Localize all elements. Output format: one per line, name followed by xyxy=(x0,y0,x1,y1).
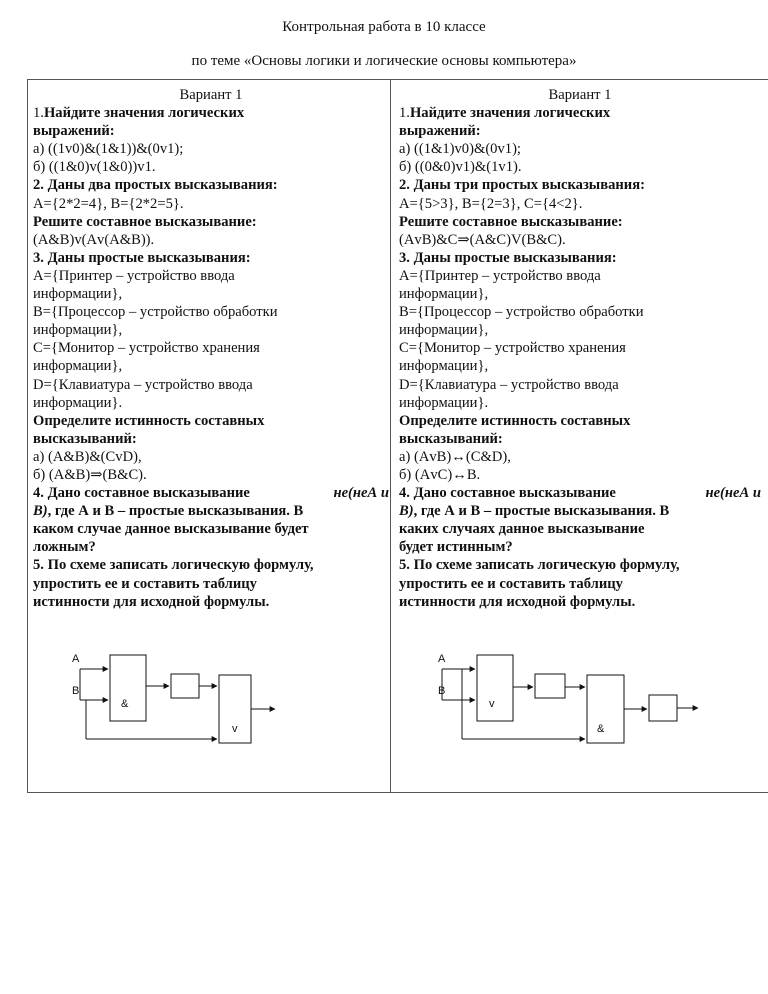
task2-instruction: Решите составное высказывание: xyxy=(33,213,257,230)
task4-formula: не(неА и xyxy=(705,485,761,502)
task1-title-cont: выражений: xyxy=(33,123,115,140)
task3-expr-b: б) (А&В)⇒(В&С). xyxy=(33,466,147,483)
document-subtitle: по теме «Основы логики и логические основы компьютера» xyxy=(191,53,577,69)
not-gate-box xyxy=(171,674,199,698)
input-label-a: A xyxy=(72,653,80,665)
task2-values: А={2*2=4}, В={2*2=5}. xyxy=(33,195,184,212)
task3-line: В={Процессор – устройство обработки xyxy=(33,304,278,321)
task1-title-text: Найдите значения логических xyxy=(43,105,245,122)
task3-instruction-cont: высказываний: xyxy=(33,430,137,447)
task4-line1 xyxy=(399,484,761,502)
task3-line: D={Клавиатура – устройство ввода xyxy=(399,376,619,393)
task3-title: 3. Даны простые высказывания: xyxy=(399,249,617,266)
task5-line3: истинности для исходной формулы. xyxy=(33,593,270,610)
task3-expr-b: б) (АvС)↔В. xyxy=(399,466,481,483)
task5-line3: истинности для исходной формулы. xyxy=(399,593,636,610)
task3-line: А={Принтер – устройство ввода xyxy=(399,267,601,284)
task4-formula: не(неА и xyxy=(333,485,389,502)
task5-line1: 5. По схеме записать логическую формулу, xyxy=(399,557,680,574)
task2-expression: (А&В)v(Аv(А&В)). xyxy=(33,231,155,248)
task1-expr-b: б) ((0&0)v1)&(1v1). xyxy=(399,159,522,176)
logic-circuit-right xyxy=(426,650,701,745)
task4-line4: ложным? xyxy=(33,539,96,556)
variant-column-left xyxy=(33,86,389,611)
task1-number: 1. xyxy=(399,105,410,122)
task1-title-cont: выражений: xyxy=(399,123,481,140)
task3-instruction: Определите истинность составных xyxy=(399,412,631,429)
task3-line: информации}, xyxy=(399,358,489,375)
gate1-symbol: v xyxy=(489,698,495,710)
task3-line: информации}, xyxy=(399,322,489,339)
task4-text: 4. Дано составное высказывание xyxy=(33,485,250,502)
task3-line: информации}, xyxy=(33,286,123,303)
input-label-a: A xyxy=(438,653,446,665)
task5-line1: 5. По схеме записать логическую формулу, xyxy=(33,557,314,574)
task3-line: А={Принтер – устройство ввода xyxy=(33,267,235,284)
task4-text: 4. Дано составное высказывание xyxy=(399,485,616,502)
document-title: Контрольная работа в 10 классе xyxy=(282,19,486,35)
task4-line2 xyxy=(399,502,761,520)
task4-line4: будет истинным? xyxy=(399,539,513,556)
task3-line: С={Монитор – устройство хранения xyxy=(399,340,626,357)
task4-text-cont: , где А и В – простые высказывания. В xyxy=(47,503,304,520)
task1-expr-b: б) ((1&0)v(1&0))v1. xyxy=(33,159,156,176)
task4-line3: каких случаях данное высказывание xyxy=(399,521,645,538)
task2-instruction: Решите составное высказывание: xyxy=(399,213,623,230)
task4-line1 xyxy=(33,484,389,502)
task3-line: информации}, xyxy=(33,322,123,339)
not-gate-box xyxy=(535,674,565,698)
task3-instruction-cont: высказываний: xyxy=(399,430,503,447)
task1-title xyxy=(33,104,389,122)
input-label-b: B xyxy=(72,685,80,697)
column-divider xyxy=(390,79,391,793)
task3-title: 3. Даны простые высказывания: xyxy=(33,249,251,266)
and-gate-box xyxy=(110,655,146,721)
task4-line3: каком случае данное высказывание будет xyxy=(33,521,309,538)
task3-expr-a: а) (АvВ)↔(С&D), xyxy=(399,448,511,465)
task3-line: информации}, xyxy=(33,358,123,375)
task3-instruction: Определите истинность составных xyxy=(33,412,265,429)
task1-expr-a: а) ((1&1)v0)&(0v1); xyxy=(399,141,521,158)
task1-number: 1. xyxy=(33,105,44,122)
input-label-b: B xyxy=(438,685,446,697)
task5-line2: упростить ее и составить таблицу xyxy=(33,575,257,592)
task3-line: D={Клавиатура – устройство ввода xyxy=(33,376,253,393)
task4-text-cont: , где А и В – простые высказывания. В xyxy=(413,503,670,520)
variant-heading: Вариант 1 xyxy=(179,87,243,103)
or-gate-box xyxy=(477,655,513,721)
task5-line2: упростить ее и составить таблицу xyxy=(399,575,623,592)
gate2-symbol: v xyxy=(232,723,238,735)
task3-line: информации}, xyxy=(399,286,489,303)
task1-title-text: Найдите значения логических xyxy=(409,105,611,122)
task3-line: информации}. xyxy=(33,394,123,411)
task3-line: С={Монитор – устройство хранения xyxy=(33,340,260,357)
task2-values: А={5>3}, В={2=3}, С={4<2}. xyxy=(399,195,583,212)
task4-formula-cont: В) xyxy=(33,503,48,520)
variant-column-right xyxy=(399,86,761,611)
task1-expr-a: а) ((1v0)&(1&1))&(0v1); xyxy=(33,141,184,158)
task4-line2 xyxy=(33,502,389,520)
gate1-symbol: & xyxy=(121,698,129,710)
gate2-symbol: & xyxy=(597,723,605,735)
task2-title: 2. Даны два простых высказывания: xyxy=(33,177,278,194)
task4-formula-cont: В) xyxy=(399,503,414,520)
task3-line: информации}. xyxy=(399,394,489,411)
and-gate-box xyxy=(587,675,624,743)
task3-line: В={Процессор – устройство обработки xyxy=(399,304,644,321)
task2-title: 2. Даны три простых высказывания: xyxy=(399,177,645,194)
task1-title xyxy=(399,104,761,122)
not-gate-box-2 xyxy=(649,695,677,721)
variant-heading: Вариант 1 xyxy=(548,87,612,103)
task3-expr-a: а) (А&В)&(СvD), xyxy=(33,448,142,465)
logic-circuit-left xyxy=(60,650,280,745)
task2-expression: (АvВ)&С⇒(А&С)V(В&С). xyxy=(399,231,566,248)
